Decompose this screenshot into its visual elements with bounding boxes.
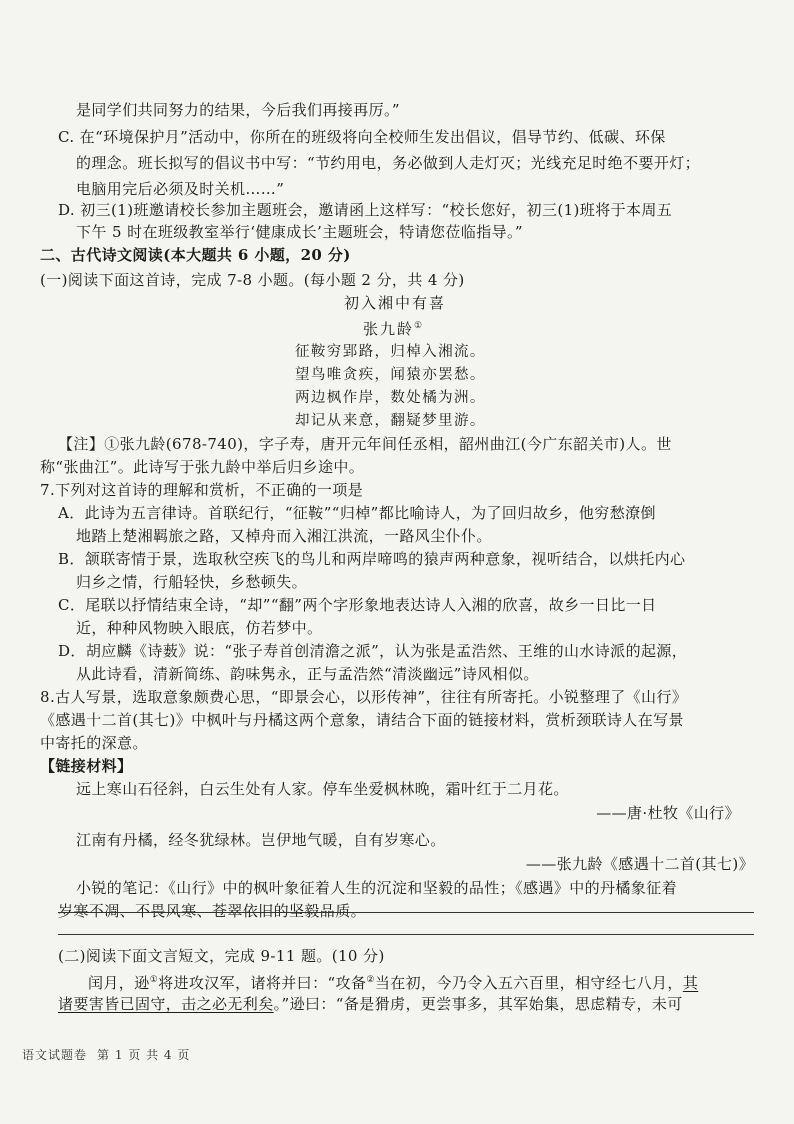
q7-option-b-cont: 归乡之情，行船轻快，乡愁顿失。 xyxy=(76,573,308,591)
poem-line: 两边枫作岸，数处橘为洲。 xyxy=(295,390,486,406)
part2-intro: (二)阅读下面文言短文，完成 9-11 题。(10 分) xyxy=(58,947,385,965)
option-c-line3: 电脑用完后必须及时关机……” xyxy=(76,180,285,198)
q8-line1: 8.古人写景，选取意象颇费心思，“即景会心，以形传神”，往往有所寄托。小锐整理了《山行》 xyxy=(40,688,688,706)
underlined-sentence: 诸要害皆已固守，击之必无利矣 xyxy=(58,995,274,1013)
material-poem1-source: ——唐·杜牧《山行》 xyxy=(596,804,740,822)
material-poem2: 江南有丹橘，经冬犹绿林。岂伊地气暖，自有岁寒心。 xyxy=(76,831,446,849)
link-material-label: 【链接材料】 xyxy=(40,757,133,775)
q7-option-a: A．此诗为五言律诗。首联纪行，“征鞍”“归棹”都比喻诗人，为了回归故乡，他穷愁潦倒 xyxy=(58,504,656,522)
option-c-line2: 的理念。班长拟写的倡议书中写：“节约用电，务必做到人走灯灭；光线充足时绝不要开灯； xyxy=(76,154,701,172)
q8-line2: 《感遇十二首(其七)》中枫叶与丹橘这两个意象，请结合下面的链接材料，赏析颈联诗人在写景 xyxy=(40,711,684,729)
option-d-line1: D. 初三(1)班邀请校长参加主题班会，邀请函上这样写：“校长您好，初三(1)班将于本周五 xyxy=(58,201,673,219)
q7-stem: 7.下列对这首诗的理解和赏析，不正确的一项是 xyxy=(40,481,364,499)
poem-note-line2: 称“张曲江”。此诗写于张九龄中举后归乡途中。 xyxy=(40,458,365,476)
q8-line3: 中寄托的深意。 xyxy=(40,734,148,752)
answer-line[interactable] xyxy=(58,934,754,935)
poem-line: 却记从来意，翻疑梦里游。 xyxy=(295,413,486,429)
classical-text-line1: 闰月，逊①将进攻汉军，诸将并曰：“攻备②当在初，今乃令入五六百里，相守经七八月，其 xyxy=(88,974,699,992)
poem-line: 望鸟唯贪疾，闻猿亦罢愁。 xyxy=(295,367,486,383)
option-d-line2: 下午 5 时在班级教室举行‘健康成长’主题班会，特请您莅临指导。” xyxy=(76,223,523,241)
page-footer: 语文试题卷 第 1 页 共 4 页 xyxy=(22,1048,191,1062)
q7-option-d-cont: 从此诗看，清新简练、韵味隽永，正与孟浩然“清淡幽远”诗风相似。 xyxy=(76,665,539,683)
q7-option-c: C．尾联以抒情结束全诗，“却”“翻”两个字形象地表达诗人入湘的欣喜，故乡一日比一日 xyxy=(58,596,657,614)
student-note-line2: 岁寒不凋、不畏风寒、苍翠依旧的坚毅品质。 xyxy=(58,902,367,920)
q7-option-c-cont: 近，种种风物映入眼底，仿若梦中。 xyxy=(76,619,323,637)
q7-option-b: B．颔联寄情于景，选取秋空疾飞的鸟儿和两岸啼鸣的猿声两种意象，视听结合，以烘托内心 xyxy=(58,550,686,568)
section-heading: 二、古代诗文阅读(本大题共 6 小题，20 分) xyxy=(40,246,351,264)
material-poem2-source: ——张九龄《感遇十二首(其七)》 xyxy=(525,855,754,873)
q7-option-a-cont: 地踏上楚湘羁旅之路，又棹舟而入湘江洪流，一路风尘仆仆。 xyxy=(76,527,492,545)
poem-note-line1: 【注】①张九龄(678-740)，字子寿，唐开元年间任丞相，韶州曲江(今广东韶关市)人。世 xyxy=(58,435,672,453)
option-b-end: 是同学们共同努力的结果，今后我们再接再厉。” xyxy=(76,101,400,119)
poem-author: 张九龄① xyxy=(363,320,425,338)
student-note-line1: 小锐的笔记：《山行》中的枫叶象征着人生的沉淀和坚毅的品性；《感遇》中的丹橘象征着 xyxy=(76,879,678,897)
poem-title: 初入湘中有喜 xyxy=(344,294,447,312)
poem-line: 征鞍穷郢路，归棹入湘流。 xyxy=(295,344,486,360)
answer-line[interactable] xyxy=(58,912,754,913)
classical-text-line2: 诸要害皆已固守，击之必无利矣。”逊曰：“备是猾虏，更尝事多，其军始集，思虑精专，未可 xyxy=(58,995,683,1013)
material-poem1: 远上寒山石径斜，白云生处有人家。停车坐爱枫林晚，霜叶红于二月花。 xyxy=(76,780,569,798)
part1-intro: (一)阅读下面这首诗，完成 7-8 小题。(每小题 2 分，共 4 分) xyxy=(40,271,465,289)
q7-option-d: D．胡应麟《诗薮》说：“张子寿首创清澹之派”，认为张是孟浩然、王维的山水诗派的起源， xyxy=(58,642,688,660)
option-c-line1: C. 在“环境保护月”活动中，你所在的班级将向全校师生发出倡议，倡导节约、低碳、环保 xyxy=(58,128,666,146)
